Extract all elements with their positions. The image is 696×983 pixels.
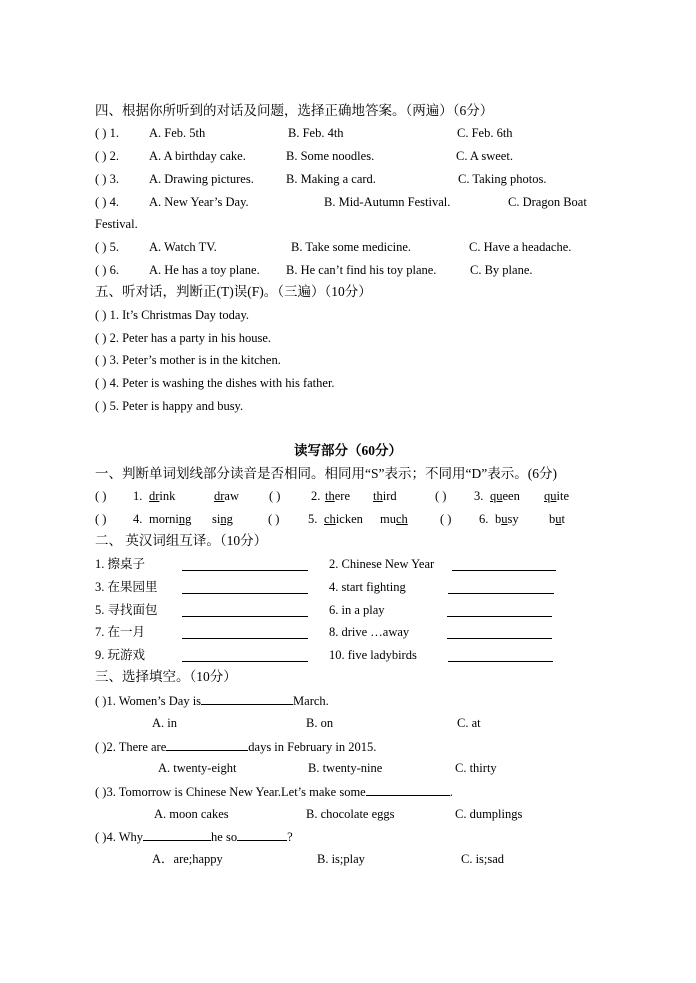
q3-option-b: B. chocolate eggs bbox=[306, 807, 395, 821]
answer-blank[interactable] bbox=[201, 692, 293, 705]
word-third: third bbox=[373, 489, 397, 503]
option-a: A. Drawing pictures. bbox=[149, 172, 254, 186]
item-number: ( ) 3. bbox=[95, 172, 119, 186]
phrase-right-3: 6. in a play bbox=[329, 603, 385, 617]
section5-title: 五、听对话，判断正(T)误(F)。（三遍）（10分） bbox=[95, 284, 372, 299]
sec5-item-2: ( ) 2. Peter has a party in his house. bbox=[95, 331, 272, 345]
section4-title: 四、根据你所听到的对话及问题，选择正确地答案。（两遍）（6分） bbox=[95, 103, 494, 118]
item-number: 4. bbox=[133, 512, 143, 526]
q3-stem: ( )3. Tomorrow is Chinese New Year.Let’s make some . bbox=[95, 785, 453, 799]
w3-title: 三、选择填空。（10分） bbox=[95, 669, 237, 684]
sec5-item-1: ( ) 1. It’s Christmas Day today. bbox=[95, 308, 250, 322]
answer-blank[interactable] bbox=[182, 579, 308, 594]
answer-blank[interactable] bbox=[237, 828, 287, 841]
word-quite: quite bbox=[544, 489, 569, 503]
phrase-left-1: 1. 擦桌子 bbox=[95, 557, 146, 571]
option-c: C. Taking photos. bbox=[458, 172, 547, 186]
q1-option-b: B. on bbox=[306, 716, 334, 730]
option-c: C. Dragon Boat bbox=[508, 195, 587, 209]
phrase-left-2: 3. 在果园里 bbox=[95, 580, 158, 594]
q3-option-c: C. dumplings bbox=[455, 807, 523, 821]
option-a: A. He has a toy plane. bbox=[149, 263, 260, 277]
word-much: much bbox=[380, 512, 408, 526]
option-a: A. Feb. 5th bbox=[149, 126, 206, 140]
option-a: A. New Year’s Day. bbox=[149, 195, 249, 209]
word-morning: morning bbox=[149, 512, 192, 526]
word-busy: busy bbox=[495, 512, 519, 526]
phrase-right-4: 8. drive …away bbox=[329, 625, 410, 639]
part-title: 读写部分（60分） bbox=[294, 443, 402, 458]
item-number: ( ) 6. bbox=[95, 263, 119, 277]
phrase-left-4: 7. 在一月 bbox=[95, 625, 146, 639]
option-c: C. A sweet. bbox=[456, 149, 513, 163]
q4-option-b: B. is;play bbox=[317, 852, 365, 866]
answer-blank[interactable] bbox=[182, 602, 308, 617]
answer-blank[interactable] bbox=[447, 624, 552, 639]
item-number: 5. bbox=[308, 512, 318, 526]
word-sing: sing bbox=[212, 512, 233, 526]
option-c: C. Have a headache. bbox=[469, 240, 572, 254]
item-number: 2. bbox=[311, 489, 321, 503]
answer-blank[interactable] bbox=[182, 624, 308, 639]
option-b: B. Some noodles. bbox=[286, 149, 375, 163]
word-there: there bbox=[325, 489, 350, 503]
w1-title: 一、判断单词划线部分读音是否相同。相同用“S”表示；不同用“D”表示。(6分) bbox=[95, 466, 557, 481]
answer-blank[interactable] bbox=[448, 647, 553, 662]
option-b: B. Feb. 4th bbox=[288, 126, 344, 140]
word-queen: queen bbox=[490, 489, 520, 503]
answer-blank[interactable] bbox=[166, 738, 248, 751]
answer-paren: ( ) bbox=[95, 512, 107, 526]
option-c: C. Feb. 6th bbox=[457, 126, 513, 140]
item-number: 6. bbox=[479, 512, 489, 526]
option-b: B. Take some medicine. bbox=[291, 240, 412, 254]
word-draw: draw bbox=[214, 489, 239, 503]
phrase-right-1: 2. Chinese New Year bbox=[329, 557, 435, 571]
answer-paren: ( ) bbox=[440, 512, 452, 526]
option-a: A. Watch TV. bbox=[149, 240, 217, 254]
sec5-item-4: ( ) 4. Peter is washing the dishes with his father. bbox=[95, 376, 335, 390]
w2-title: 二、 英汉词组互译。（10分） bbox=[95, 533, 268, 548]
q4-option-c: C. is;sad bbox=[461, 852, 505, 866]
phrase-left-5: 9. 玩游戏 bbox=[95, 648, 146, 662]
word-drink: drink bbox=[149, 489, 176, 503]
item-number: 3. bbox=[474, 489, 484, 503]
answer-paren: ( ) bbox=[95, 489, 107, 503]
answer-paren: ( ) bbox=[435, 489, 447, 503]
q2-option-c: C. thirty bbox=[455, 761, 497, 775]
option-b: B. He can’t find his toy plane. bbox=[286, 263, 437, 277]
word-but: but bbox=[549, 512, 565, 526]
item-number: ( ) 5. bbox=[95, 240, 119, 254]
option-b: B. Making a card. bbox=[286, 172, 376, 186]
phrase-left-3: 5. 寻找面包 bbox=[95, 603, 158, 617]
answer-blank[interactable] bbox=[452, 556, 556, 571]
item-number: 1. bbox=[133, 489, 143, 503]
q2-option-a: A. twenty-eight bbox=[158, 761, 237, 775]
option-a: A. A birthday cake. bbox=[149, 149, 246, 163]
answer-blank[interactable] bbox=[182, 556, 308, 571]
item-number: ( ) 2. bbox=[95, 149, 119, 163]
answer-blank[interactable] bbox=[182, 647, 308, 662]
q1-option-a: A. in bbox=[152, 716, 177, 730]
answer-paren: ( ) bbox=[269, 489, 281, 503]
phrase-right-2: 4. start fighting bbox=[329, 580, 406, 594]
q1-option-c: C. at bbox=[457, 716, 481, 730]
q3-option-a: A. moon cakes bbox=[154, 807, 229, 821]
item-number: ( ) 1. bbox=[95, 126, 119, 140]
answer-paren: ( ) bbox=[268, 512, 280, 526]
q4-option-a: A．are;happy bbox=[152, 852, 223, 866]
sec5-item-5: ( ) 5. Peter is happy and busy. bbox=[95, 399, 244, 413]
option-b: B. Mid-Autumn Festival. bbox=[324, 195, 451, 209]
word-chicken: chicken bbox=[324, 512, 363, 526]
answer-blank[interactable] bbox=[448, 579, 554, 594]
option-c: C. By plane. bbox=[470, 263, 533, 277]
phrase-right-5: 10. five ladybirds bbox=[329, 648, 417, 662]
item-number: ( ) 4. bbox=[95, 195, 119, 209]
sec5-item-3: ( ) 3. Peter’s mother is in the kitchen. bbox=[95, 353, 281, 367]
answer-blank[interactable] bbox=[366, 783, 450, 796]
q2-option-b: B. twenty-nine bbox=[308, 761, 383, 775]
answer-blank[interactable] bbox=[447, 602, 552, 617]
q4-stem: ( )4. Why he so ? bbox=[95, 830, 293, 844]
q2-stem: ( )2. There are days in February in 2015. bbox=[95, 740, 377, 754]
q1-stem: ( )1. Women’s Day is March. bbox=[95, 694, 329, 708]
item4-continuation: Festival. bbox=[95, 217, 138, 231]
answer-blank[interactable] bbox=[143, 828, 211, 841]
